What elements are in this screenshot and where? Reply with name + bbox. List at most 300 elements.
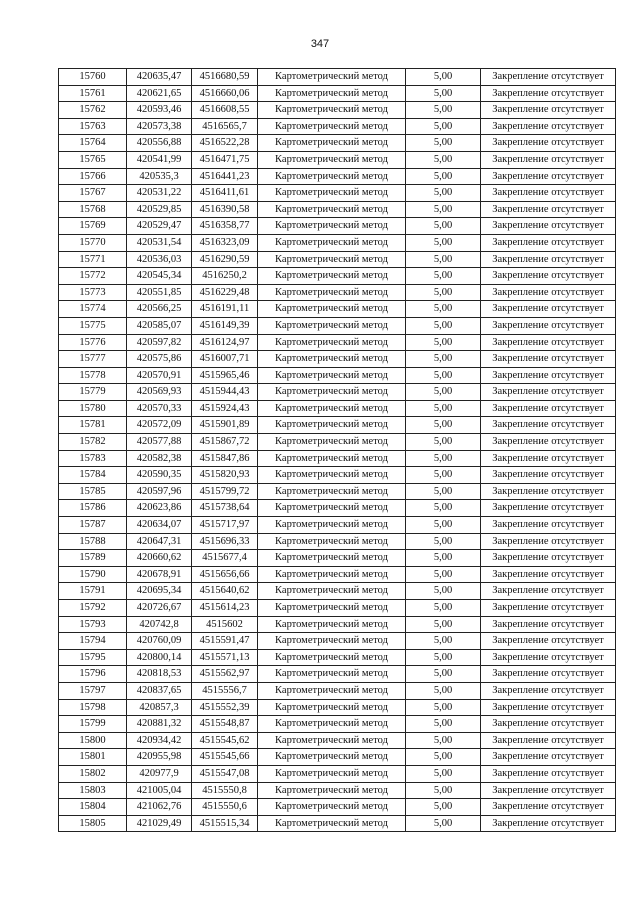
table-row [59, 749, 616, 766]
table-row [59, 765, 616, 782]
method-cell: Картометрический метод [258, 351, 406, 368]
accuracy-cell: 5,00 [406, 450, 481, 467]
table-row [59, 102, 616, 119]
y-coordinate-cell: 4516411,61 [192, 185, 258, 202]
method-cell: Картометрический метод [258, 600, 406, 617]
accuracy-cell: 5,00 [406, 118, 481, 135]
x-coordinate-cell: 421062,76 [127, 799, 192, 816]
accuracy-cell: 5,00 [406, 616, 481, 633]
point-number-cell: 15789 [59, 550, 127, 567]
accuracy-cell: 5,00 [406, 334, 481, 351]
point-number-cell: 15795 [59, 649, 127, 666]
point-number-cell: 15805 [59, 815, 127, 832]
method-cell: Картометрический метод [258, 616, 406, 633]
fixation-cell: Закрепление отсутствует [481, 301, 616, 318]
accuracy-cell: 5,00 [406, 218, 481, 235]
fixation-cell: Закрепление отсутствует [481, 583, 616, 600]
y-coordinate-cell: 4515550,6 [192, 799, 258, 816]
y-coordinate-cell: 4515545,62 [192, 732, 258, 749]
accuracy-cell: 5,00 [406, 69, 481, 86]
fixation-cell: Закрепление отсутствует [481, 450, 616, 467]
fixation-cell: Закрепление отсутствует [481, 218, 616, 235]
method-cell: Картометрический метод [258, 102, 406, 119]
fixation-cell: Закрепление отсутствует [481, 268, 616, 285]
method-cell: Картометрический метод [258, 135, 406, 152]
point-number-cell: 15802 [59, 765, 127, 782]
x-coordinate-cell: 420760,09 [127, 633, 192, 650]
y-coordinate-cell: 4516608,55 [192, 102, 258, 119]
y-coordinate-cell: 4515602 [192, 616, 258, 633]
x-coordinate-cell: 420577,88 [127, 434, 192, 451]
x-coordinate-cell: 420623,86 [127, 500, 192, 517]
x-coordinate-cell: 420531,54 [127, 234, 192, 251]
x-coordinate-cell: 420635,47 [127, 69, 192, 86]
x-coordinate-cell: 420535,3 [127, 168, 192, 185]
accuracy-cell: 5,00 [406, 566, 481, 583]
method-cell: Картометрический метод [258, 782, 406, 799]
point-number-cell: 15763 [59, 118, 127, 135]
fixation-cell: Закрепление отсутствует [481, 367, 616, 384]
y-coordinate-cell: 4516124,97 [192, 334, 258, 351]
table-row [59, 616, 616, 633]
table-row [59, 732, 616, 749]
method-cell: Картометрический метод [258, 185, 406, 202]
y-coordinate-cell: 4515901,89 [192, 417, 258, 434]
x-coordinate-cell: 420634,07 [127, 517, 192, 534]
coordinates-table [58, 68, 616, 832]
accuracy-cell: 5,00 [406, 251, 481, 268]
y-coordinate-cell: 4516680,59 [192, 69, 258, 86]
accuracy-cell: 5,00 [406, 467, 481, 484]
fixation-cell: Закрепление отсутствует [481, 815, 616, 832]
point-number-cell: 15778 [59, 367, 127, 384]
accuracy-cell: 5,00 [406, 583, 481, 600]
accuracy-cell: 5,00 [406, 749, 481, 766]
y-coordinate-cell: 4515556,7 [192, 682, 258, 699]
fixation-cell: Закрепление отсутствует [481, 649, 616, 666]
x-coordinate-cell: 420695,34 [127, 583, 192, 600]
accuracy-cell: 5,00 [406, 699, 481, 716]
y-coordinate-cell: 4515640,62 [192, 583, 258, 600]
accuracy-cell: 5,00 [406, 633, 481, 650]
fixation-cell: Закрепление отсутствует [481, 500, 616, 517]
method-cell: Картометрический метод [258, 69, 406, 86]
y-coordinate-cell: 4515924,43 [192, 400, 258, 417]
point-number-cell: 15782 [59, 434, 127, 451]
fixation-cell: Закрепление отсутствует [481, 400, 616, 417]
y-coordinate-cell: 4516660,06 [192, 85, 258, 102]
y-coordinate-cell: 4515545,66 [192, 749, 258, 766]
point-number-cell: 15777 [59, 351, 127, 368]
x-coordinate-cell: 420837,65 [127, 682, 192, 699]
table-row [59, 815, 616, 832]
accuracy-cell: 5,00 [406, 301, 481, 318]
method-cell: Картометрический метод [258, 151, 406, 168]
x-coordinate-cell: 420545,34 [127, 268, 192, 285]
fixation-cell: Закрепление отсутствует [481, 384, 616, 401]
method-cell: Картометрический метод [258, 682, 406, 699]
y-coordinate-cell: 4516471,75 [192, 151, 258, 168]
fixation-cell: Закрепление отсутствует [481, 135, 616, 152]
x-coordinate-cell: 420575,86 [127, 351, 192, 368]
y-coordinate-cell: 4515847,86 [192, 450, 258, 467]
accuracy-cell: 5,00 [406, 666, 481, 683]
y-coordinate-cell: 4515515,34 [192, 815, 258, 832]
accuracy-cell: 5,00 [406, 384, 481, 401]
point-number-cell: 15792 [59, 600, 127, 617]
accuracy-cell: 5,00 [406, 135, 481, 152]
method-cell: Картометрический метод [258, 400, 406, 417]
accuracy-cell: 5,00 [406, 649, 481, 666]
fixation-cell: Закрепление отсутствует [481, 765, 616, 782]
table-row [59, 251, 616, 268]
page-number: 347 [310, 38, 330, 50]
table-row [59, 799, 616, 816]
x-coordinate-cell: 420590,35 [127, 467, 192, 484]
accuracy-cell: 5,00 [406, 417, 481, 434]
accuracy-cell: 5,00 [406, 434, 481, 451]
fixation-cell: Закрепление отсутствует [481, 600, 616, 617]
y-coordinate-cell: 4516441,23 [192, 168, 258, 185]
y-coordinate-cell: 4515550,8 [192, 782, 258, 799]
y-coordinate-cell: 4516007,71 [192, 351, 258, 368]
accuracy-cell: 5,00 [406, 351, 481, 368]
accuracy-cell: 5,00 [406, 682, 481, 699]
x-coordinate-cell: 420621,65 [127, 85, 192, 102]
x-coordinate-cell: 420570,91 [127, 367, 192, 384]
table-row [59, 384, 616, 401]
method-cell: Картометрический метод [258, 533, 406, 550]
accuracy-cell: 5,00 [406, 284, 481, 301]
table-row [59, 218, 616, 235]
accuracy-cell: 5,00 [406, 550, 481, 567]
y-coordinate-cell: 4516323,09 [192, 234, 258, 251]
method-cell: Картометрический метод [258, 334, 406, 351]
x-coordinate-cell: 420541,99 [127, 151, 192, 168]
table-row [59, 682, 616, 699]
accuracy-cell: 5,00 [406, 716, 481, 733]
y-coordinate-cell: 4515656,66 [192, 566, 258, 583]
fixation-cell: Закрепление отсутствует [481, 251, 616, 268]
table-row [59, 135, 616, 152]
accuracy-cell: 5,00 [406, 201, 481, 218]
y-coordinate-cell: 4516290,59 [192, 251, 258, 268]
table-row [59, 483, 616, 500]
x-coordinate-cell: 420800,14 [127, 649, 192, 666]
accuracy-cell: 5,00 [406, 799, 481, 816]
table-row [59, 600, 616, 617]
method-cell: Картометрический метод [258, 218, 406, 235]
fixation-cell: Закрепление отсутствует [481, 185, 616, 202]
y-coordinate-cell: 4516191,11 [192, 301, 258, 318]
method-cell: Картометрический метод [258, 434, 406, 451]
point-number-cell: 15793 [59, 616, 127, 633]
point-number-cell: 15797 [59, 682, 127, 699]
point-number-cell: 15799 [59, 716, 127, 733]
fixation-cell: Закрепление отсутствует [481, 102, 616, 119]
accuracy-cell: 5,00 [406, 732, 481, 749]
accuracy-cell: 5,00 [406, 815, 481, 832]
table-row [59, 550, 616, 567]
table-row [59, 533, 616, 550]
method-cell: Картометрический метод [258, 168, 406, 185]
accuracy-cell: 5,00 [406, 400, 481, 417]
method-cell: Картометрический метод [258, 550, 406, 567]
method-cell: Картометрический метод [258, 583, 406, 600]
point-number-cell: 15765 [59, 151, 127, 168]
accuracy-cell: 5,00 [406, 483, 481, 500]
accuracy-cell: 5,00 [406, 102, 481, 119]
accuracy-cell: 5,00 [406, 782, 481, 799]
accuracy-cell: 5,00 [406, 317, 481, 334]
x-coordinate-cell: 420572,09 [127, 417, 192, 434]
method-cell: Картометрический метод [258, 384, 406, 401]
method-cell: Картометрический метод [258, 118, 406, 135]
fixation-cell: Закрепление отсутствует [481, 351, 616, 368]
point-number-cell: 15776 [59, 334, 127, 351]
method-cell: Картометрический метод [258, 417, 406, 434]
fixation-cell: Закрепление отсутствует [481, 782, 616, 799]
y-coordinate-cell: 4516250,2 [192, 268, 258, 285]
table-row [59, 317, 616, 334]
table-row [59, 566, 616, 583]
y-coordinate-cell: 4515696,33 [192, 533, 258, 550]
fixation-cell: Закрепление отсутствует [481, 799, 616, 816]
x-coordinate-cell: 420570,33 [127, 400, 192, 417]
point-number-cell: 15784 [59, 467, 127, 484]
accuracy-cell: 5,00 [406, 85, 481, 102]
x-coordinate-cell: 420569,93 [127, 384, 192, 401]
fixation-cell: Закрепление отсутствует [481, 616, 616, 633]
fixation-cell: Закрепление отсутствует [481, 201, 616, 218]
point-number-cell: 15791 [59, 583, 127, 600]
x-coordinate-cell: 420531,22 [127, 185, 192, 202]
point-number-cell: 15781 [59, 417, 127, 434]
coordinates-table-body [59, 69, 616, 832]
y-coordinate-cell: 4515738,64 [192, 500, 258, 517]
point-number-cell: 15786 [59, 500, 127, 517]
point-number-cell: 15769 [59, 218, 127, 235]
x-coordinate-cell: 421005,04 [127, 782, 192, 799]
x-coordinate-cell: 420660,62 [127, 550, 192, 567]
x-coordinate-cell: 420529,85 [127, 201, 192, 218]
table-row [59, 666, 616, 683]
y-coordinate-cell: 4515799,72 [192, 483, 258, 500]
table-row [59, 301, 616, 318]
y-coordinate-cell: 4515591,47 [192, 633, 258, 650]
x-coordinate-cell: 420529,47 [127, 218, 192, 235]
y-coordinate-cell: 4515867,72 [192, 434, 258, 451]
fixation-cell: Закрепление отсутствует [481, 566, 616, 583]
table-row [59, 334, 616, 351]
method-cell: Картометрический метод [258, 566, 406, 583]
point-number-cell: 15800 [59, 732, 127, 749]
method-cell: Картометрический метод [258, 765, 406, 782]
x-coordinate-cell: 420597,96 [127, 483, 192, 500]
x-coordinate-cell: 420977,9 [127, 765, 192, 782]
table-row [59, 151, 616, 168]
fixation-cell: Закрепление отсутствует [481, 666, 616, 683]
y-coordinate-cell: 4515547,08 [192, 765, 258, 782]
method-cell: Картометрический метод [258, 284, 406, 301]
x-coordinate-cell: 420556,88 [127, 135, 192, 152]
y-coordinate-cell: 4515562,97 [192, 666, 258, 683]
method-cell: Картометрический метод [258, 251, 406, 268]
method-cell: Картометрический метод [258, 799, 406, 816]
y-coordinate-cell: 4516390,58 [192, 201, 258, 218]
x-coordinate-cell: 420593,46 [127, 102, 192, 119]
fixation-cell: Закрепление отсутствует [481, 151, 616, 168]
method-cell: Картометрический метод [258, 633, 406, 650]
table-row [59, 118, 616, 135]
point-number-cell: 15790 [59, 566, 127, 583]
accuracy-cell: 5,00 [406, 234, 481, 251]
accuracy-cell: 5,00 [406, 151, 481, 168]
accuracy-cell: 5,00 [406, 517, 481, 534]
fixation-cell: Закрепление отсутствует [481, 483, 616, 500]
point-number-cell: 15803 [59, 782, 127, 799]
point-number-cell: 15796 [59, 666, 127, 683]
point-number-cell: 15766 [59, 168, 127, 185]
accuracy-cell: 5,00 [406, 367, 481, 384]
method-cell: Картометрический метод [258, 483, 406, 500]
point-number-cell: 15783 [59, 450, 127, 467]
fixation-cell: Закрепление отсутствует [481, 732, 616, 749]
point-number-cell: 15764 [59, 135, 127, 152]
method-cell: Картометрический метод [258, 201, 406, 218]
point-number-cell: 15798 [59, 699, 127, 716]
fixation-cell: Закрепление отсутствует [481, 682, 616, 699]
x-coordinate-cell: 420597,82 [127, 334, 192, 351]
method-cell: Картометрический метод [258, 301, 406, 318]
fixation-cell: Закрепление отсутствует [481, 467, 616, 484]
x-coordinate-cell: 420742,8 [127, 616, 192, 633]
method-cell: Картометрический метод [258, 749, 406, 766]
point-number-cell: 15804 [59, 799, 127, 816]
x-coordinate-cell: 420857,3 [127, 699, 192, 716]
fixation-cell: Закрепление отсутствует [481, 517, 616, 534]
fixation-cell: Закрепление отсутствует [481, 533, 616, 550]
fixation-cell: Закрепление отсутствует [481, 699, 616, 716]
y-coordinate-cell: 4515944,43 [192, 384, 258, 401]
table-row [59, 633, 616, 650]
method-cell: Картометрический метод [258, 268, 406, 285]
method-cell: Картометрический метод [258, 234, 406, 251]
point-number-cell: 15775 [59, 317, 127, 334]
table-row [59, 400, 616, 417]
point-number-cell: 15787 [59, 517, 127, 534]
x-coordinate-cell: 420536,03 [127, 251, 192, 268]
point-number-cell: 15801 [59, 749, 127, 766]
table-row [59, 417, 616, 434]
y-coordinate-cell: 4516565,7 [192, 118, 258, 135]
table-row [59, 649, 616, 666]
table-row [59, 450, 616, 467]
x-coordinate-cell: 420955,98 [127, 749, 192, 766]
fixation-cell: Закрепление отсутствует [481, 633, 616, 650]
point-number-cell: 15770 [59, 234, 127, 251]
table-row [59, 234, 616, 251]
accuracy-cell: 5,00 [406, 168, 481, 185]
fixation-cell: Закрепление отсутствует [481, 284, 616, 301]
fixation-cell: Закрепление отсутствует [481, 118, 616, 135]
point-number-cell: 15773 [59, 284, 127, 301]
method-cell: Картометрический метод [258, 450, 406, 467]
method-cell: Картометрический метод [258, 815, 406, 832]
fixation-cell: Закрепление отсутствует [481, 550, 616, 567]
x-coordinate-cell: 420551,85 [127, 284, 192, 301]
table-row [59, 85, 616, 102]
table-row [59, 434, 616, 451]
accuracy-cell: 5,00 [406, 600, 481, 617]
table-row [59, 185, 616, 202]
method-cell: Картометрический метод [258, 716, 406, 733]
fixation-cell: Закрепление отсутствует [481, 69, 616, 86]
point-number-cell: 15779 [59, 384, 127, 401]
point-number-cell: 15767 [59, 185, 127, 202]
y-coordinate-cell: 4516522,28 [192, 135, 258, 152]
method-cell: Картометрический метод [258, 85, 406, 102]
y-coordinate-cell: 4515677,4 [192, 550, 258, 567]
y-coordinate-cell: 4516149,39 [192, 317, 258, 334]
table-row [59, 517, 616, 534]
table-row [59, 367, 616, 384]
method-cell: Картометрический метод [258, 699, 406, 716]
fixation-cell: Закрепление отсутствует [481, 749, 616, 766]
method-cell: Картометрический метод [258, 317, 406, 334]
table-row [59, 782, 616, 799]
method-cell: Картометрический метод [258, 666, 406, 683]
y-coordinate-cell: 4515548,87 [192, 716, 258, 733]
point-number-cell: 15785 [59, 483, 127, 500]
table-row [59, 201, 616, 218]
point-number-cell: 15762 [59, 102, 127, 119]
method-cell: Картометрический метод [258, 500, 406, 517]
point-number-cell: 15794 [59, 633, 127, 650]
x-coordinate-cell: 420573,38 [127, 118, 192, 135]
accuracy-cell: 5,00 [406, 533, 481, 550]
method-cell: Картометрический метод [258, 517, 406, 534]
point-number-cell: 15761 [59, 85, 127, 102]
method-cell: Картометрический метод [258, 367, 406, 384]
table-row [59, 268, 616, 285]
fixation-cell: Закрепление отсутствует [481, 716, 616, 733]
fixation-cell: Закрепление отсутствует [481, 334, 616, 351]
point-number-cell: 15774 [59, 301, 127, 318]
fixation-cell: Закрепление отсутствует [481, 85, 616, 102]
y-coordinate-cell: 4515820,93 [192, 467, 258, 484]
method-cell: Картометрический метод [258, 467, 406, 484]
x-coordinate-cell: 420726,67 [127, 600, 192, 617]
x-coordinate-cell: 420818,53 [127, 666, 192, 683]
y-coordinate-cell: 4515717,97 [192, 517, 258, 534]
point-number-cell: 15780 [59, 400, 127, 417]
fixation-cell: Закрепление отсутствует [481, 234, 616, 251]
fixation-cell: Закрепление отсутствует [481, 317, 616, 334]
method-cell: Картометрический метод [258, 649, 406, 666]
y-coordinate-cell: 4515552,39 [192, 699, 258, 716]
x-coordinate-cell: 420678,91 [127, 566, 192, 583]
y-coordinate-cell: 4515965,46 [192, 367, 258, 384]
accuracy-cell: 5,00 [406, 185, 481, 202]
table-row [59, 69, 616, 86]
fixation-cell: Закрепление отсутствует [481, 168, 616, 185]
x-coordinate-cell: 420647,31 [127, 533, 192, 550]
point-number-cell: 15771 [59, 251, 127, 268]
table-row [59, 500, 616, 517]
accuracy-cell: 5,00 [406, 500, 481, 517]
x-coordinate-cell: 420881,32 [127, 716, 192, 733]
